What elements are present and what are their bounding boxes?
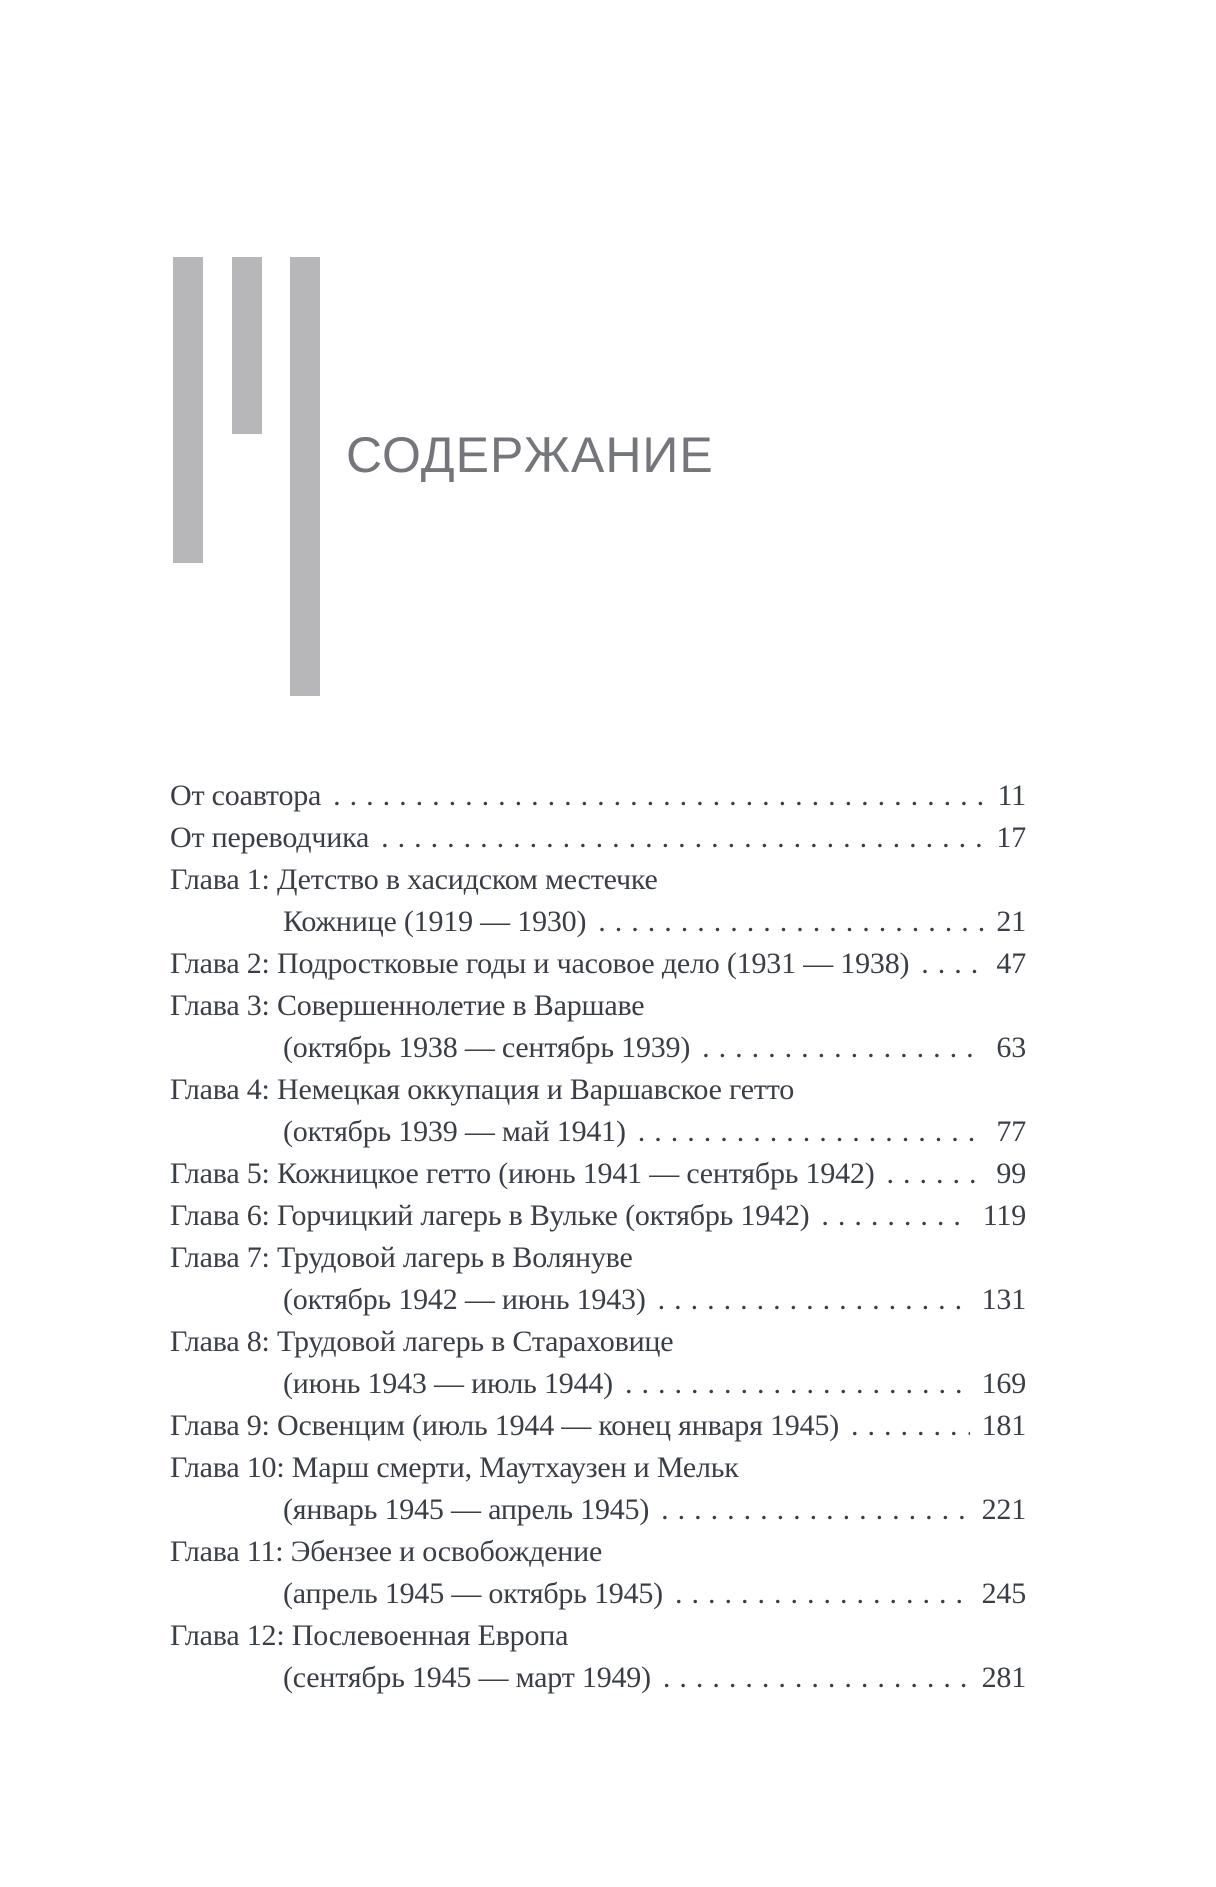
toc-entry-line-1 bbox=[170, 1615, 1026, 1657]
table-of-contents bbox=[170, 775, 1026, 1699]
toc-entry-label: Глава 3: Совершеннолетие в Варшаве bbox=[170, 989, 645, 1022]
dot-leader bbox=[333, 775, 985, 817]
toc-entry-label: Глава 6: Горчицкий лагерь в Вульке (октябрь 1942) bbox=[170, 1199, 810, 1232]
toc-entry-label-continuation: (октябрь 1942 — июнь 1943) bbox=[283, 1283, 646, 1316]
toc-entry-label: Глава 7: Трудовой лагерь в Волянуве bbox=[170, 1241, 633, 1274]
toc-entry bbox=[170, 775, 1026, 817]
toc-entry-line-1 bbox=[170, 1321, 1026, 1363]
toc-entry-label: Глава 4: Немецкая оккупация и Варшавское гетто bbox=[170, 1073, 795, 1106]
dot-leader bbox=[661, 1489, 969, 1531]
toc-entry-label-continuation: (октябрь 1938 — сентябрь 1939) bbox=[283, 1031, 691, 1064]
toc-entry-line-2 bbox=[170, 1279, 1026, 1321]
toc-entry-label: Глава 5: Кожницкое гетто (июнь 1941 — сентябрь 1942) bbox=[170, 1157, 875, 1190]
toc-entry-label-continuation: (январь 1945 — апрель 1945) bbox=[283, 1493, 650, 1526]
dot-leader bbox=[702, 1027, 984, 1069]
toc-entry-label: Глава 11: Эбензее и освобождение bbox=[170, 1535, 603, 1568]
toc-page-number: 281 bbox=[981, 1661, 1026, 1694]
toc-entry-label: Глава 2: Подростковые годы и часовое дело (1931 — 1938) bbox=[170, 947, 910, 980]
toc-entry-line-1 bbox=[170, 985, 1026, 1027]
dot-leader bbox=[921, 943, 984, 985]
toc-page-number: 63 bbox=[996, 1031, 1026, 1064]
page-title: СОДЕРЖАНИЕ bbox=[346, 427, 714, 483]
toc-page-number: 169 bbox=[981, 1367, 1026, 1400]
toc-entry-line-2 bbox=[170, 901, 1026, 943]
toc-entry-line-2 bbox=[170, 1363, 1026, 1405]
toc-entry-line-1 bbox=[170, 1069, 1026, 1111]
toc-page-number: 21 bbox=[996, 905, 1026, 938]
toc-page-number: 47 bbox=[996, 947, 1026, 980]
toc-entry bbox=[170, 1195, 1026, 1237]
toc-entry-label-continuation: (октябрь 1939 — май 1941) bbox=[283, 1115, 626, 1148]
toc-entry-label-continuation: (сентябрь 1945 — март 1949) bbox=[283, 1661, 651, 1694]
dot-leader bbox=[887, 1153, 985, 1195]
toc-page-number: 11 bbox=[997, 779, 1026, 812]
toc-page-number: 77 bbox=[996, 1115, 1026, 1148]
toc-page-number: 181 bbox=[981, 1409, 1026, 1442]
toc-entry-line-2 bbox=[170, 1573, 1026, 1615]
dot-leader bbox=[675, 1573, 970, 1615]
toc-entry-label-continuation: (июнь 1943 — июль 1944) bbox=[283, 1367, 613, 1400]
toc-page-number: 17 bbox=[996, 821, 1026, 854]
dot-leader bbox=[658, 1279, 970, 1321]
toc-page-number: 119 bbox=[982, 1199, 1026, 1232]
toc-entry-label: Глава 8: Трудовой лагерь в Стараховице bbox=[170, 1325, 674, 1358]
toc-page-number: 99 bbox=[996, 1157, 1026, 1190]
dot-leader bbox=[625, 1363, 970, 1405]
decor-bar-middle bbox=[232, 257, 262, 434]
toc-entry-line-2 bbox=[170, 1027, 1026, 1069]
dot-leader bbox=[381, 817, 984, 859]
toc-entry-line-2 bbox=[170, 1489, 1026, 1531]
dot-leader bbox=[821, 1195, 970, 1237]
toc-entry-label: Глава 12: Послевоенная Европа bbox=[170, 1619, 569, 1652]
dot-leader bbox=[638, 1111, 985, 1153]
toc-entry-label: От соавтора bbox=[170, 779, 322, 812]
toc-entry-label: Глава 9: Освенцим (июль 1944 — конец января 1945) bbox=[170, 1409, 839, 1442]
toc-entry-label-continuation: (апрель 1945 — октябрь 1945) bbox=[283, 1577, 663, 1610]
toc-entry-label: От переводчика bbox=[170, 821, 370, 854]
toc-entry-line-1 bbox=[170, 1447, 1026, 1489]
toc-entry-line-1 bbox=[170, 1531, 1026, 1573]
toc-entry-label: Глава 10: Марш смерти, Маутхаузен и Мельк bbox=[170, 1451, 739, 1484]
toc-page-number: 131 bbox=[981, 1283, 1026, 1316]
dot-leader bbox=[598, 901, 984, 943]
toc-page-number: 245 bbox=[981, 1577, 1026, 1610]
toc-page-number: 221 bbox=[981, 1493, 1026, 1526]
toc-entry-line-2 bbox=[170, 1657, 1026, 1699]
toc-entry bbox=[170, 1405, 1026, 1447]
toc-entry bbox=[170, 1153, 1026, 1195]
toc-entry bbox=[170, 817, 1026, 859]
toc-entry bbox=[170, 943, 1026, 985]
toc-entry-line-1 bbox=[170, 859, 1026, 901]
decor-bar-right bbox=[290, 257, 320, 696]
toc-entry-label: Глава 1: Детство в хасидском местечке bbox=[170, 863, 658, 896]
dot-leader bbox=[851, 1405, 970, 1447]
decor-bar-left bbox=[173, 257, 203, 563]
toc-entry-line-2 bbox=[170, 1111, 1026, 1153]
dot-leader bbox=[663, 1657, 970, 1699]
toc-entry-label-continuation: Кожнице (1919 — 1930) bbox=[283, 905, 587, 938]
toc-entry-line-1 bbox=[170, 1237, 1026, 1279]
